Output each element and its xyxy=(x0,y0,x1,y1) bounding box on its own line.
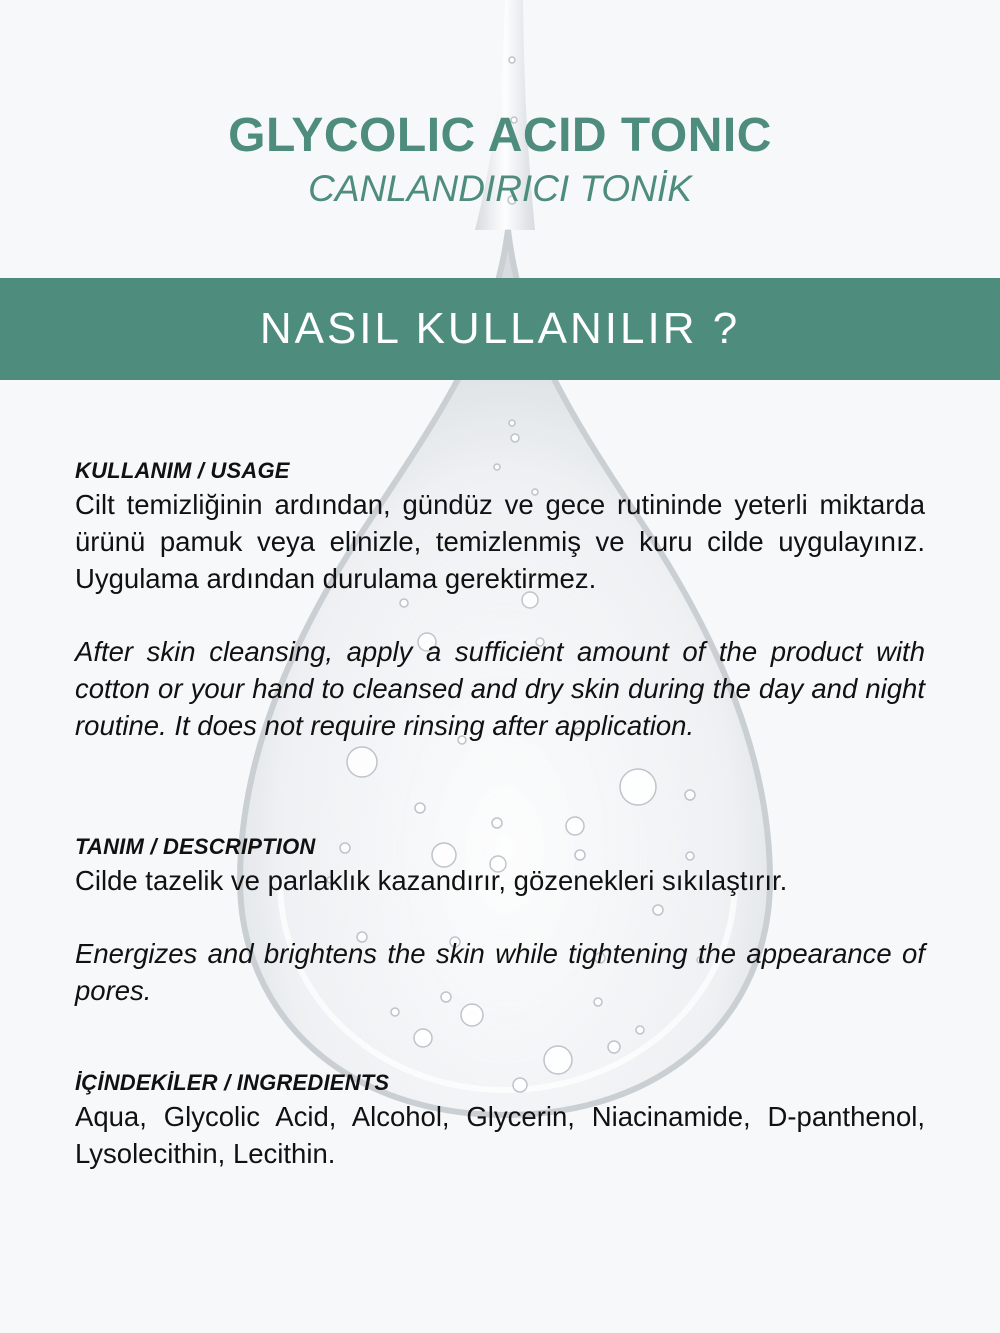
usage-heading: KULLANIM / USAGE xyxy=(75,458,290,483)
ingredients-heading: İÇİNDEKİLER / INGREDIENTS xyxy=(75,1070,390,1095)
banner-title: NASIL KULLANILIR ? xyxy=(259,304,741,353)
ingredients-section xyxy=(75,1068,925,1172)
usage-text-tr: Cilt temizliğinin ardından, gündüz ve gece rutininde yeterli miktarda ürünü pamuk veya elinizle, temizlenmiş ve kuru cilde uygulayınız. Uygulama ardından durulama gerektirmez. xyxy=(75,489,925,594)
description-section xyxy=(75,832,925,1009)
usage-section xyxy=(75,456,925,744)
description-text-tr: Cilde tazelik ve parlaklık kazandırır, gözenekleri sıkılaştırır. xyxy=(75,865,788,896)
product-subtitle: CANLANDIRICI TONİK xyxy=(308,168,692,209)
product-title: GLYCOLIC ACID TONIC xyxy=(228,109,772,162)
how-to-use-banner xyxy=(0,278,1000,380)
usage-text-en: After skin cleansing, apply a sufficient amount of the product with cotton or your hand to cleansed and dry skin during the day and night routine. It does not require rinsing after application. xyxy=(75,636,925,741)
description-heading: TANIM / DESCRIPTION xyxy=(75,834,316,859)
ingredients-list: Aqua, Glycolic Acid, Alcohol, Glycerin, Niacinamide, D-panthenol, Lysolecithin, Lecithin. xyxy=(75,1101,925,1169)
description-text-en: Energizes and brightens the skin while tightening the appearance of pores. xyxy=(75,938,925,1006)
